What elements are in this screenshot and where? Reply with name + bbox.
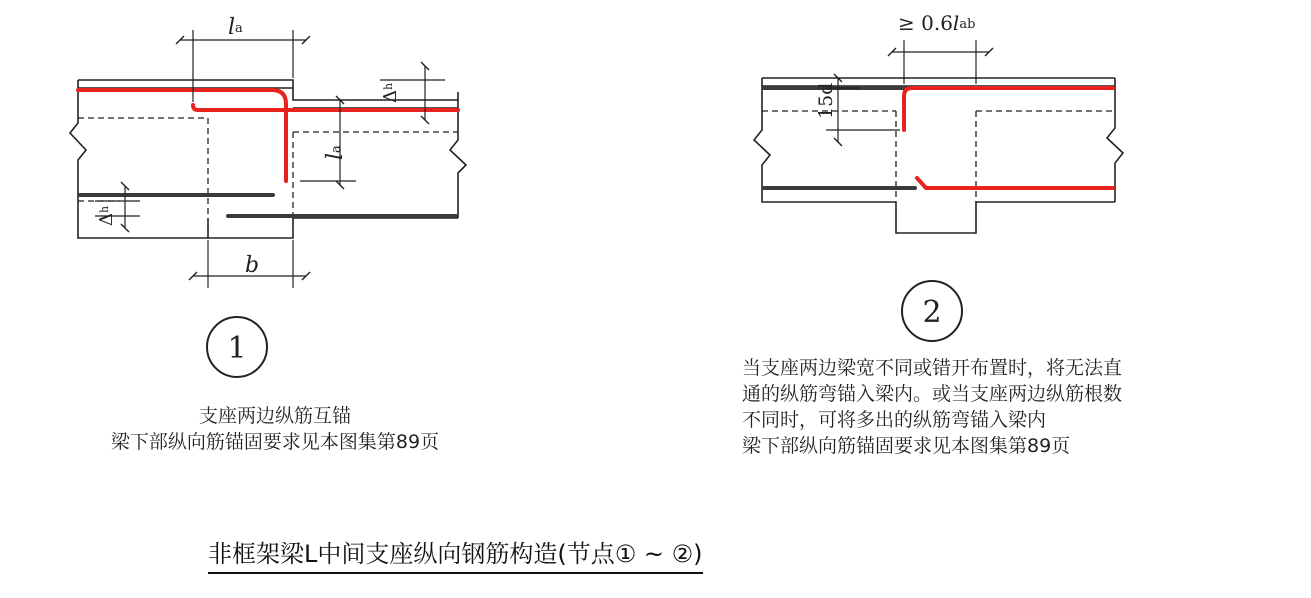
- detail1-dim-delta-left: $\Delta^h$: [96, 205, 117, 226]
- detail2-beam-outline: [754, 78, 1123, 233]
- detail1-hidden-lines: [78, 118, 458, 218]
- detail2-bottom-rebars: [764, 88, 915, 188]
- page-title: 非框架梁L中间支座纵向钢筋构造(节点① ~ ②): [208, 534, 703, 574]
- detail1-caption-line-1: 支座两边纵筋互锚: [198, 405, 351, 427]
- detail2-dim-top: ≥ 0.6lab: [898, 11, 976, 35]
- detail1-caption: [40, 403, 510, 455]
- detail1-node-number: 1: [227, 331, 247, 366]
- detail2-top-bar-bent: [904, 88, 1113, 130]
- detail2-caption-line-1: 当支座两边梁宽不同或错开布置时，将无法直: [742, 357, 1123, 379]
- detail1-dim-la-right: la: [323, 145, 348, 160]
- detail2-caption: [742, 355, 1122, 459]
- detail1-dim-delta-right: $\Delta^h$: [380, 82, 401, 103]
- detail2-red-rebars: [904, 88, 1113, 188]
- detail1-caption-line-2: 梁下部纵向筋锚固要求见本图集第89页: [110, 431, 440, 453]
- detail1-top-bar-left: [78, 90, 286, 181]
- detail-1: [70, 15, 466, 377]
- detail1-dimensions: [95, 30, 445, 288]
- detail1-bottom-rebars: [80, 195, 456, 216]
- detail-2: [754, 11, 1123, 341]
- detail1-dim-la-top: la: [228, 15, 243, 40]
- detail2-caption-line-2: 通的纵筋弯锚入梁内。或当支座两边纵筋根数: [742, 383, 1123, 405]
- detail1-top-rebars: [78, 90, 458, 181]
- detail2-node-number: 2: [922, 295, 942, 330]
- detail2-caption-line-3: 不同时，可将多出的纵筋弯锚入梁内: [742, 409, 1047, 431]
- detail2-caption-line-4: 梁下部纵向筋锚固要求见本图集第89页: [742, 435, 1071, 457]
- detail2-bottom-bar-bent: [917, 178, 1113, 188]
- detail1-dim-b: b: [245, 253, 260, 278]
- detail2-dim-15d: 15d: [815, 82, 837, 119]
